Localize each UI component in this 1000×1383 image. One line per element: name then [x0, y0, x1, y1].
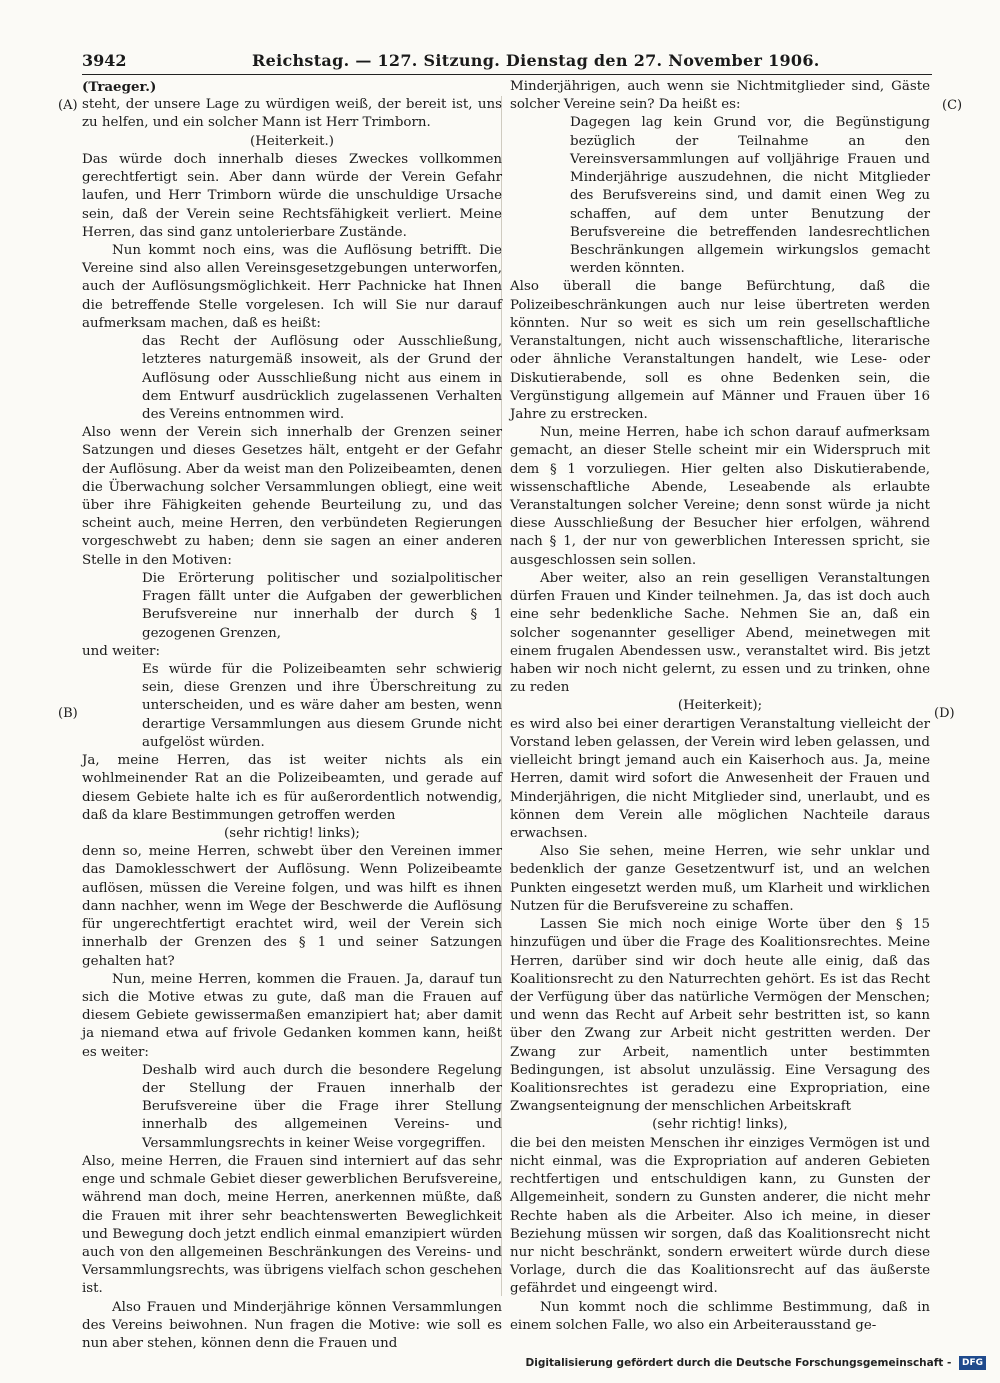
paragraph: Aber weiter, also an rein geselligen Veranstaltungen dürfen Frauen und Kinder teilnehmen. Ja, das ist doch auch eine sehr bedenkliche Sache. Nehmen Sie an, daß ein solcher sogenannter geselliger Abend, meinetwegen mit einem frugalen Abendessen usw., veranstaltet wird. Bis jetzt haben wir noch nicht gelernt, zu essen und zu trinken, ohne zu reden: [510, 570, 930, 696]
paragraph: Also, meine Herren, die Frauen sind interniert auf das sehr enge und schmale Gebiet dieser gewerblichen Berufsvereine, während man doch, meine Herren, anerkennen müßte, daß die Frauen mit ihrer sehr beachtenswerten Beweglichkeit und Bewegung doch jetzt endlich einmal emanzipiert würden auch von den allgemeinen Beschränkungen des Vereins- und Versammlungsrechts, was übrigens vielfach schon geschehen ist.: [82, 1153, 502, 1297]
quotation: Dagegen lag kein Grund vor, die Begünstigung bezüglich der Teilnahme an den Vereinsversammlungen auf volljährige Frauen und Minderjährige auszudehnen, die nicht Mitglieder des Berufsvereins sind, und damit einen Weg zu schaffen, auf dem unter Benutzung der Berufsvereine die betreffenden landesrechtlichen Beschränkungen allgemein wirkungslos gemacht werden könnten.: [570, 115, 930, 277]
paragraph: Lassen Sie mich noch einige Worte über den § 15 hinzufügen und über die Frage des Koalitionsrechtes. Meine Herren, darüber sind wir doch heute alle einig, daß das Koalitionsrecht zu den Naturrechten gehört. Es ist das Recht der Verfügung über das natürliche Vermögen der Menschen; und wenn das Recht auf Arbeit sehr bestritten ist, so kann über den Zwang zur Arbeit nicht gestritten werden. Der Zwang zur Arbeit, namentlich unter bestimmten Bedingungen, ist absolut unzulässig. Eine Versagung des Koalitionsrechtes ist geradezu eine Expropriation, eine Zwangsenteignung der menschlichen Arbeitskraft: [510, 917, 930, 1115]
speaker-name: (Traeger.): [82, 79, 157, 95]
paragraph: Minderjährigen, auch wenn sie Nichtmitglieder sind, Gäste solcher Vereine sein? Da heißt es:: [510, 79, 930, 113]
margin-marker-d: (D): [934, 706, 955, 721]
interjection: (Heiterkeit);: [677, 698, 763, 714]
paragraph: Also überall die bange Befürchtung, daß die Polizeibeschränkungen auch nur leise übertreten werden könnten. Nur so weit es sich um rein gesellschaftliche Veranstaltungen, nicht auch wissenschaftliche, literarische oder ähnliche Veranstaltungen handelt, wie Lese- oder Diskutierabende, soll es ohne Bedenken sein, die Vergünstigung allgemein auf Männer und Frauen über 16 Jahre zu erstrecken.: [510, 279, 930, 422]
margin-marker-c: (C): [942, 98, 963, 113]
margin-marker-b: (B): [58, 706, 78, 721]
paragraph: Nun kommt noch die schlimme Bestimmung, daß in einem solchen Falle, wo also ein Arbeiterausstand ge-: [510, 1299, 930, 1333]
paragraph: Also Frauen und Minderjährige können Versammlungen des Vereins beiwohnen. Nun fragen die Motive: wie soll es nun aber stehen, können denn die Frauen und: [82, 1299, 502, 1352]
interjection: (sehr richtig! links),: [652, 1117, 788, 1133]
paragraph: Nun kommt noch eins, was die Auflösung betrifft. Die Vereine sind also allen Vereinsgesetzgebungen unterworfen, auch der Auflösungsmöglichkeit. Herr Pachnicke hat Ihnen die betreffende Stelle vorgelesen. Ich will Sie nur darauf aufmerksam machen, daß es heißt:: [82, 242, 502, 331]
margin-marker-a: (A): [58, 98, 78, 113]
left-column: [82, 78, 502, 1352]
page-title: Reichstag. — 127. Sitzung. Dienstag den 27. November 1906.: [252, 51, 820, 70]
paragraph: Nun, meine Herren, kommen die Frauen. Ja, darauf tun sich die Motive etwas zu gute, daß man die Frauen auf diesem Gebiete gewissermaßen emanzipiert hat; aber damit ja niemand etwa auf frivole Gedanken kommen kann, heißt es weiter:: [82, 971, 502, 1060]
paragraph: Ja, meine Herren, das ist weiter nichts als ein wohlmeinender Rat an die Polizeibeamten, und gerade auf diesem Gebiete halte ich es für außerordentlich notwendig, daß da klare Bestimmungen getroffen werden: [82, 753, 502, 823]
paragraph: Das würde doch innerhalb dieses Zweckes vollkommen gerechtfertigt sein. Aber dann würde der Verein Gefahr laufen, und Herr Trimborn würde die unschuldige Ursache sein, daß der Verein seine Rechtsfähigkeit verliert. Meine Herren, das sind ganz untolerierbare Zustände.: [82, 151, 502, 240]
quotation: Die Erörterung politischer und sozialpolitischer Fragen fällt unter die Aufgaben der gewerblichen Berufsvereine nur innerhalb der durch § 1 gezogenen Grenzen,: [142, 570, 502, 641]
paragraph: Also Sie sehen, meine Herren, wie sehr unklar und bedenklich der ganze Gesetzentwurf ist, und an welchen Punkten eingesetzt werden muß, um Klarheit und wirklichen Nutzen für die Berufsvereine zu schaffen.: [510, 844, 930, 914]
interjection: (Heiterkeit.): [250, 133, 334, 149]
page-header: [82, 50, 932, 75]
right-column: [510, 78, 930, 1333]
footer-credit: [526, 1352, 986, 1374]
interjection: (sehr richtig! links);: [224, 825, 360, 841]
paragraph: Nun, meine Herren, habe ich schon darauf aufmerksam gemacht, an dieser Stelle scheint mir ein Widerspruch mit dem § 1 vorzuliegen. Hier gelten also Diskutierabende, wissenschaftliche Abende, Leseabende als erlaubte Veranstaltungen solcher Vereine; denn sonst würde ja nicht diese Ausschließung der Besucher hier erfolgen, während nach § 1, der nur von gewerblichen Interessen spricht, sie ausgeschlossen sein sollen.: [510, 425, 930, 568]
paragraph: es wird also bei einer derartigen Veranstaltung vielleicht der Vorstand leben gelassen, der Verein wird leben gelassen, und vielleicht bringt jemand auch ein Kaiserhoch aus. Ja, meine Herren, damit wird sofort die Anwesenheit der Frauen und Minderjährigen, die nicht Mitglieder sind, unerlaubt, und es können dem Verein alle möglichen Nachteile daraus erwachsen.: [510, 716, 930, 841]
paragraph: und weiter:: [82, 643, 160, 659]
quotation: Deshalb wird auch durch die besondere Regelung der Stellung der Frauen innerhalb der Berufsvereine über die Frage ihrer Stellung innerhalb des allgemeinen Vereins- und Versammlungsrechts in keiner Weise vorgegriffen.: [142, 1062, 502, 1151]
quotation: das Recht der Auflösung oder Ausschließung, letzteres naturgemäß insoweit, als der Grund der Auflösung oder Ausschließung nicht aus einem in dem Entwurf ausdrücklich zugelassenen Verhalten des Vereins entnommen wird.: [142, 334, 502, 422]
paragraph: die bei den meisten Menschen ihr einziges Vermögen ist und nicht einmal, was die Expropriation auf anderen Gebieten rechtfertigen und entschuldigen kann, zu Gunsten der Allgemeinheit, sondern zu Gunsten anderer, die nicht mehr Rechte haben als die Arbeiter. Also ich meine, in dieser Beziehung müssen wir sorgen, daß das Koalitionsrecht nicht nur nicht beschränkt, sondern erweitert würde durch diese Vorlage, durch die das Koalitionsrecht auf das äußerste gefährdet und eingeengt wird.: [510, 1135, 930, 1297]
paragraph: Also wenn der Verein sich innerhalb der Grenzen seiner Satzungen und dieses Gesetzes hält, entgeht er der Gefahr der Auflösung. Aber da weist man den Polizeibeamten, denen die Überwachung solcher Versammlungen obliegt, eine weit über ihre Fähigkeiten gehende Beurteilung zu, und das scheint auch, meine Herren, den verbündeten Regierungen vorgeschwebt zu haben; denn sie sagen an einer anderen Stelle in den Motiven:: [82, 425, 502, 568]
footer-text: Digitalisierung gefördert durch die Deutsche Forschungsgemeinschaft -: [525, 1357, 952, 1369]
page-number: 3942: [82, 51, 127, 70]
quotation: Es würde für die Polizeibeamten sehr schwierig sein, diese Grenzen und ihre Überschreitung zu unterscheiden, und es wäre daher am besten, wenn derartige Versammlungen aus diesem Grunde nicht aufgelöst würden.: [142, 662, 502, 750]
paragraph: steht, der unsere Lage zu würdigen weiß, der bereit ist, uns zu helfen, und ein solcher Mann ist Herr Trimborn.: [82, 97, 502, 131]
dfg-logo: DFG: [959, 1356, 986, 1370]
paragraph: denn so, meine Herren, schwebt über den Vereinen immer das Damoklesschwert der Auflösung. Wenn Polizeibeamte auflösen, müssen die Vereine folgen, und was hilft es ihnen dann nachher, wenn im Wege der Beschwerde die Auflösung für ungerechtfertigt erachtet wird, weil der Verein sich innerhalb der Grenzen des § 1 und seiner Satzungen gehalten hat?: [82, 844, 502, 969]
